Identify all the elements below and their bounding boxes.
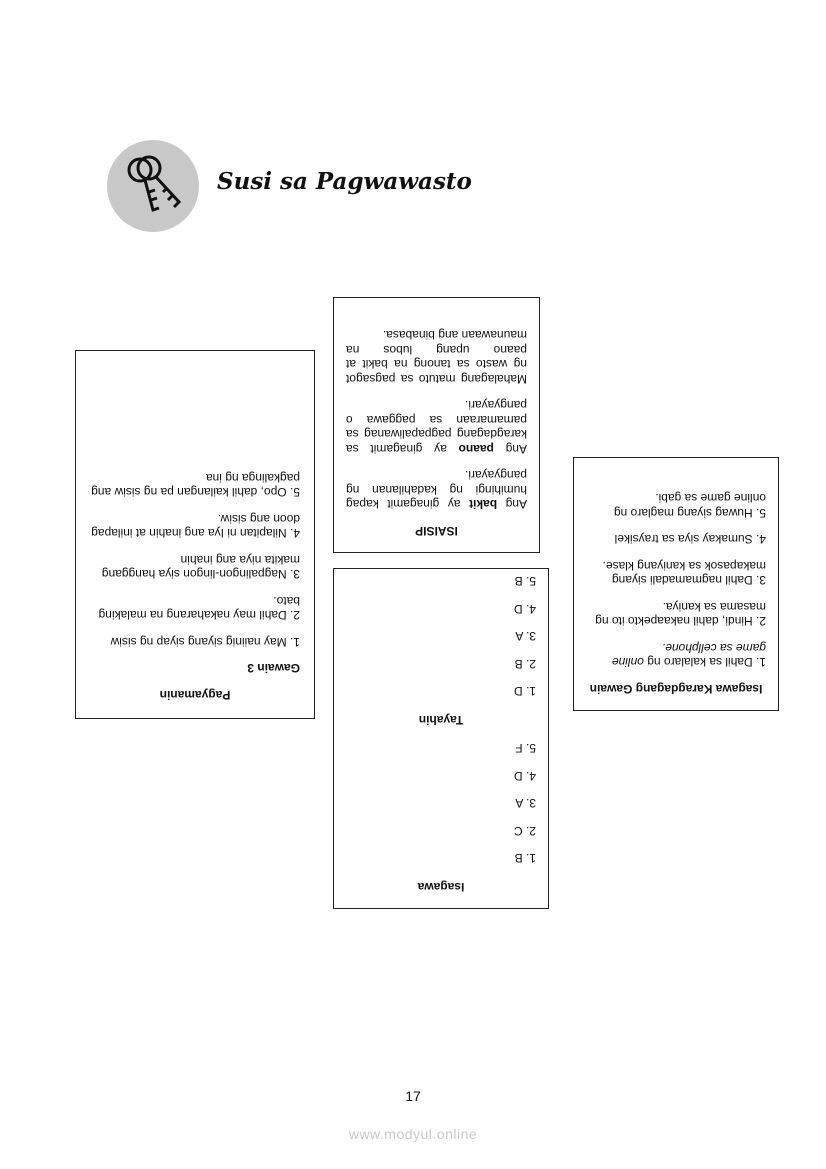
list-item: 4. Sumakay siya sa traysikel [614,532,766,547]
answer-list [586,491,766,670]
paragraph [346,398,527,456]
section-heading: Isagawa Karagdagang Gawain [589,682,763,696]
list-item: 2. B [514,657,536,671]
list-item: 5. F [515,741,536,756]
answer-box-pagyamanin [75,350,315,719]
list-item: 4. Nilapitan ni Iya ang inahin at inilapag doon ang sisiw. [91,512,300,541]
text: ay ginagamit sa karagdagang pagpapaliwanag sa pamamaraan sa paggawa o pangyayari. [345,398,527,456]
page-title: Susi sa Pagwawasto [217,168,472,195]
section-heading: Isagawa [417,880,465,894]
italic-text: online game sa cellphone. [611,641,766,670]
answer-box-isagawa-tayahin [333,568,549,909]
answer-box-isaisip [333,297,540,553]
list-item: 4. D [513,769,536,783]
subheading: Gawain 3 [247,661,300,676]
bold-term: paano [458,442,494,456]
list-item: 2. Hindi, dahil nakaapekto ito ng masama sa kaniya. [595,600,766,629]
list-item: 3. A [515,629,536,644]
list-item: 1. May naiinig siyang siyap ng sisiw [110,635,300,649]
list-item: 2. C [513,824,536,838]
list-item [586,641,766,670]
watermark: www.modyul.online [348,1126,478,1142]
list-item: 3. Dahil nagmamadali siyang makapasok sa kaniyang klase. [602,559,766,588]
text: Ang [493,442,527,456]
list-item: 3. Nagpalingon-lingon siya hanggang makita niya ang inahin [101,553,300,582]
keys-icon [107,140,199,232]
answer-list [346,574,536,699]
bold-term: bakit [469,497,498,512]
list-item: 5. Opo, dahil kailangan pa ng sisiw ang pagkalinga ng ina [91,471,300,500]
list-item: 3. A [515,796,536,811]
list-item: 1. B [514,851,536,866]
answer-box-karagdagang-gawain [573,457,779,711]
list-item: 4. D [513,602,536,616]
list-item: 5. Huwag siyang maglaro ng online game sa gabi. [613,491,766,520]
section-heading: Pagyamanin [159,688,231,702]
page-number: 17 [405,1088,421,1104]
paragraph [346,468,527,512]
section-heading: ISAISIP [415,524,458,538]
answer-list [346,741,536,866]
list-item: 5. B [514,574,536,589]
list-item: 2. Dahil may nakaharang na malaking bato. [98,594,300,623]
paragraph: Mahalagang matuto sa pagsagot ng wasto sa tanong na bakit at paano upang lubos na maunawaan ang binabasa. [346,328,527,386]
text: Ang [497,497,527,512]
list-item: 1. D [513,684,536,699]
text: 1. Dahil sa kalalaro ng [643,655,766,670]
text: ay ginagamit kapag humihingi ng kadahilanan ng pangyayari. [345,468,527,512]
section-heading: Tayahin [418,713,464,727]
answer-list [90,471,300,650]
